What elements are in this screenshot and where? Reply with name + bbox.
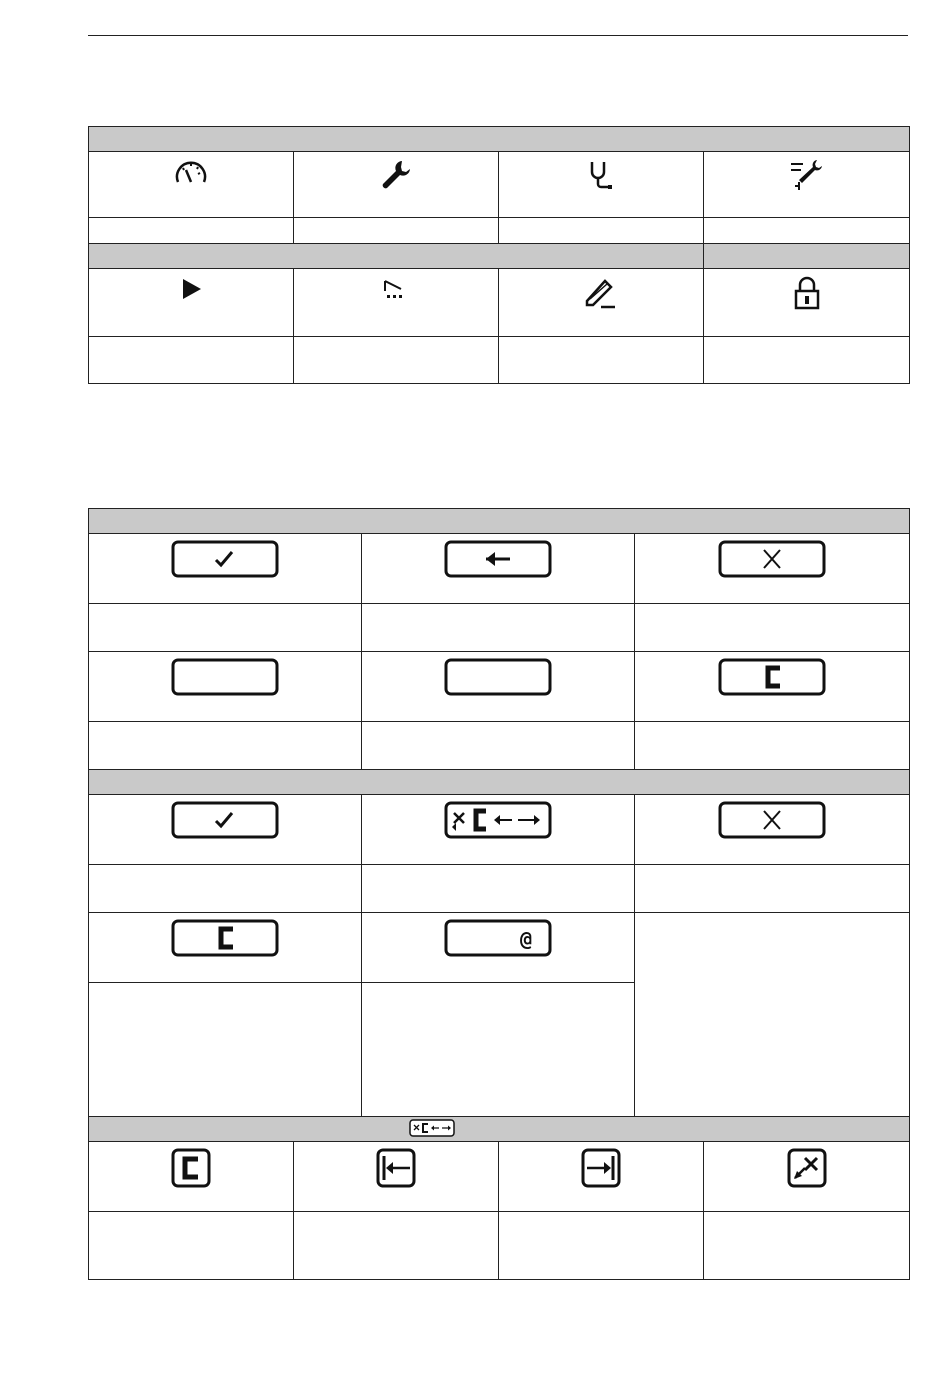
close-key-icon (635, 801, 909, 839)
icon-cell (294, 152, 499, 218)
section-a-header (89, 127, 910, 152)
edit-mode-small-icon (409, 1119, 455, 1140)
wrench-plus-icon (787, 158, 827, 192)
key-cell (635, 795, 910, 865)
label-cell (704, 1212, 910, 1280)
blank-key-icon (89, 658, 361, 696)
header-rule (88, 35, 908, 36)
label-cell (362, 722, 635, 770)
label-cell (362, 604, 635, 652)
label-cell (704, 218, 910, 244)
section-e-header (89, 1117, 910, 1142)
clear-square-key-icon (89, 1148, 293, 1188)
label-cell (635, 865, 910, 913)
blank-key-icon (362, 658, 634, 696)
label-cell (362, 865, 635, 913)
check-key-icon (89, 801, 361, 839)
section-c-header (89, 509, 910, 534)
label-cell (294, 337, 499, 384)
key-cell (362, 652, 635, 722)
gauge-icon (174, 158, 208, 184)
key-cell (499, 1142, 704, 1212)
key-cell (294, 1142, 499, 1212)
play-icon (176, 275, 206, 303)
key-cell (704, 1142, 910, 1212)
section-b-right-header (704, 244, 910, 269)
label-cell (89, 865, 362, 913)
delete-square-key-icon (704, 1148, 909, 1188)
key-cell (89, 913, 362, 983)
label-cell (89, 218, 294, 244)
label-cell (89, 337, 294, 384)
check-key-icon (89, 540, 361, 578)
clear-key-icon (635, 658, 909, 696)
icon-cell (704, 152, 910, 218)
icon-cell (89, 269, 294, 337)
empty-cell (635, 913, 910, 1117)
key-cell (362, 913, 635, 983)
stethoscope-icon (584, 158, 618, 190)
key-cell (89, 652, 362, 722)
key-cell (362, 534, 635, 604)
label-cell (89, 722, 362, 770)
key-cell (635, 652, 910, 722)
icon-cell (704, 269, 910, 337)
edit-mode-key-icon (362, 801, 634, 839)
at-key-icon (362, 919, 634, 957)
key-cell (635, 534, 910, 604)
label-cell (499, 337, 704, 384)
icon-cell (499, 269, 704, 337)
label-cell (89, 1212, 294, 1280)
triangle-dots-icon (381, 275, 411, 301)
label-cell (89, 604, 362, 652)
label-cell (89, 983, 362, 1117)
left-bar-arrow-key-icon (294, 1148, 498, 1188)
label-cell (499, 1212, 704, 1280)
icon-cell (499, 152, 704, 218)
key-cell (89, 1142, 294, 1212)
lock-icon (791, 275, 823, 311)
key-cell (89, 534, 362, 604)
label-cell (499, 218, 704, 244)
close-key-icon (635, 540, 909, 578)
icon-cell (294, 269, 499, 337)
section-b-header (89, 244, 704, 269)
right-bar-arrow-key-icon (499, 1148, 703, 1188)
wrench-icon (379, 158, 413, 192)
label-cell (294, 218, 499, 244)
at-key-label: @ (519, 927, 533, 951)
section-d-header (89, 770, 910, 795)
back-arrow-key-icon (362, 540, 634, 578)
key-cell (362, 795, 635, 865)
clear-key-icon (89, 919, 361, 957)
icon-table (88, 126, 910, 384)
label-cell (635, 722, 910, 770)
icon-cell (89, 152, 294, 218)
label-cell (294, 1212, 499, 1280)
label-cell (362, 983, 635, 1117)
keys-table (88, 508, 910, 1280)
key-cell (89, 795, 362, 865)
pencil-icon (583, 275, 619, 311)
label-cell (635, 604, 910, 652)
label-cell (704, 337, 910, 384)
